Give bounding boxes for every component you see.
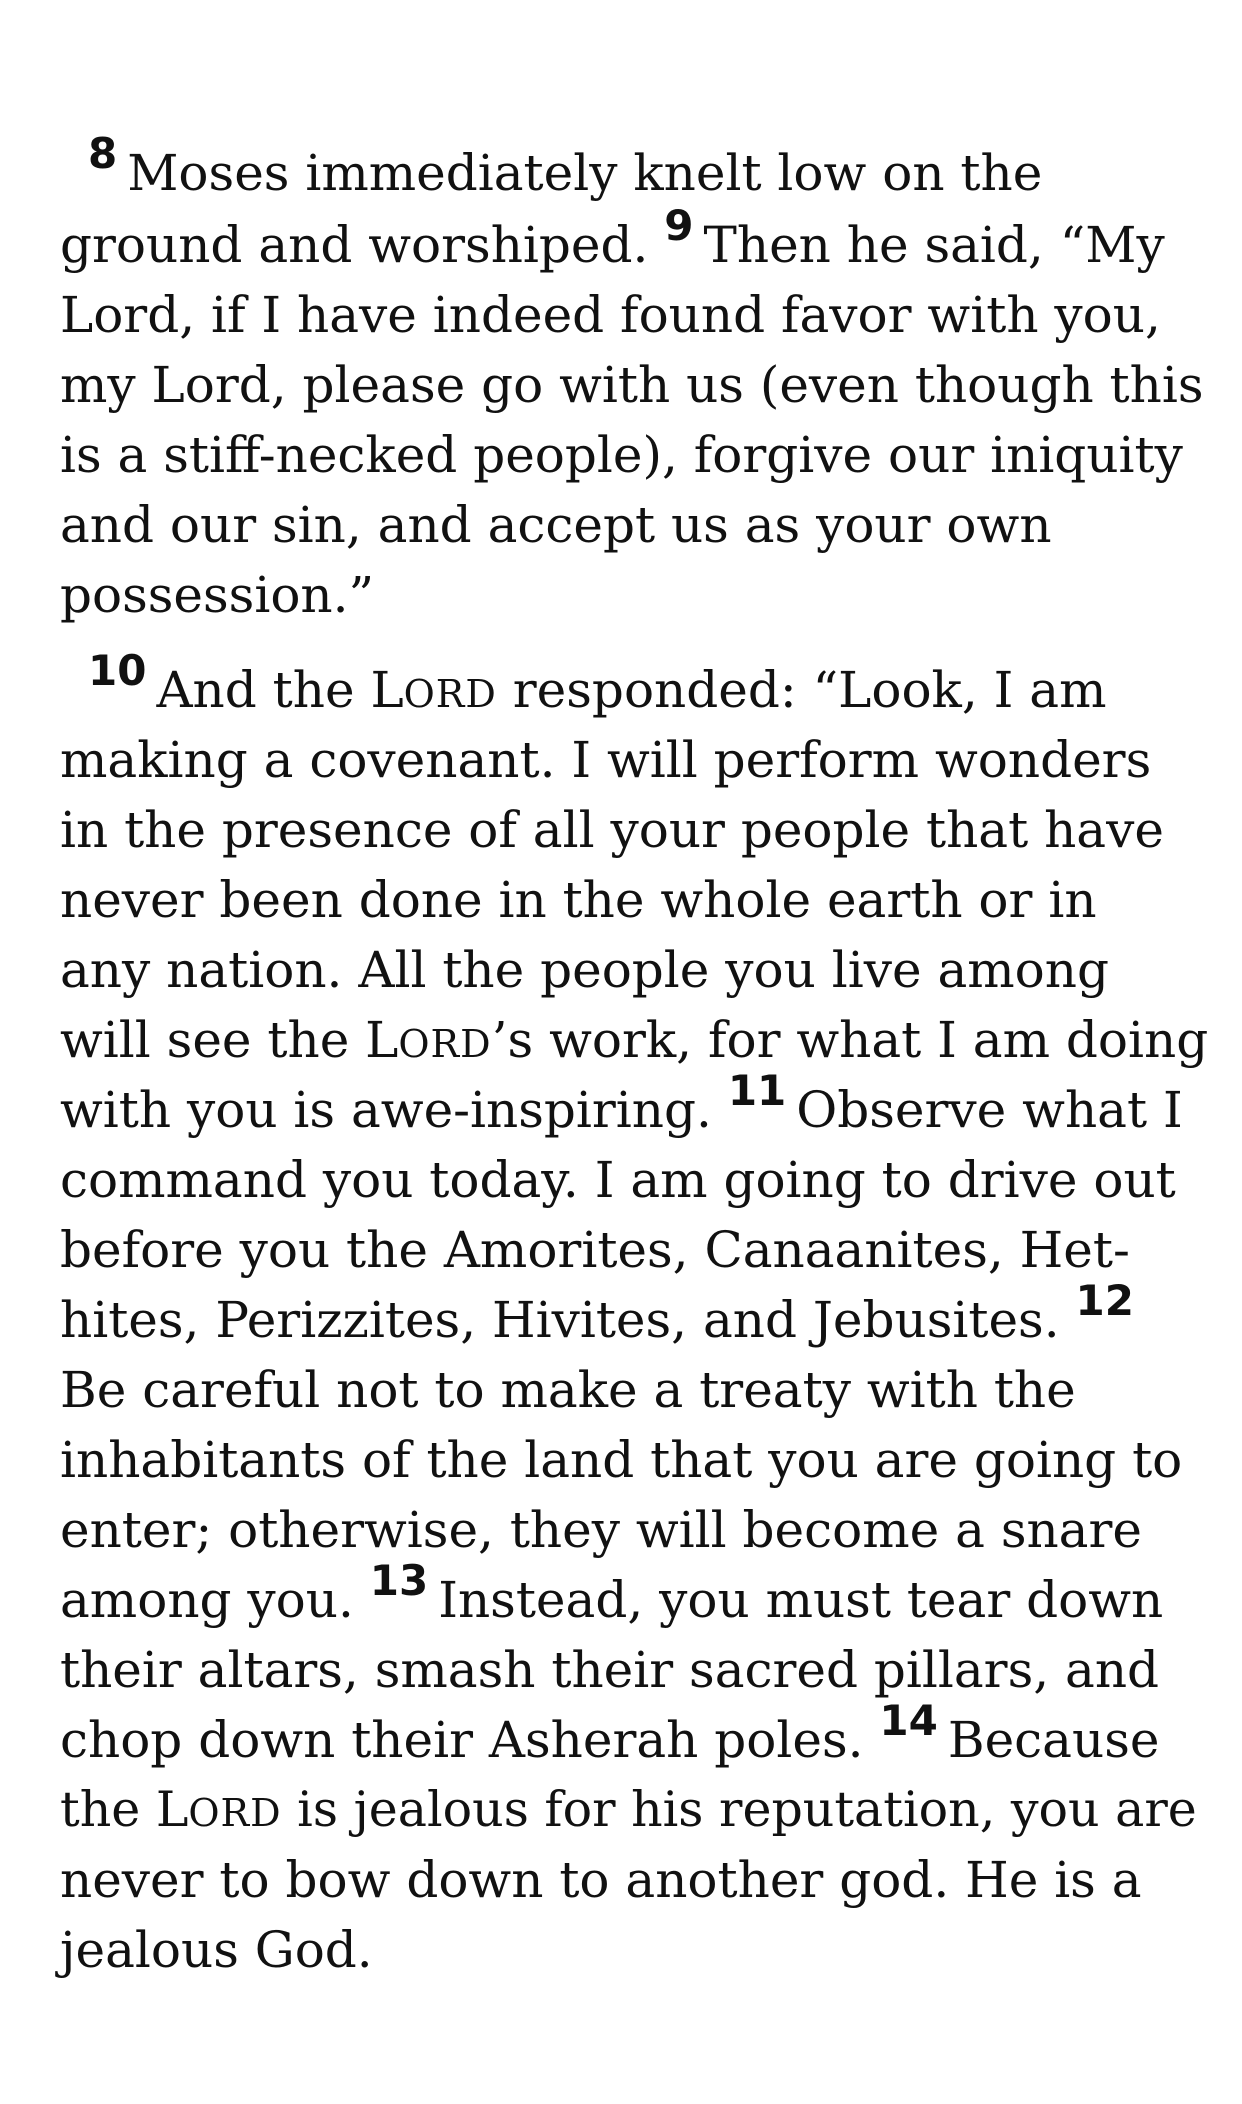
text-line: possession.” [60,566,375,624]
text-line [60,1066,1183,1145]
verse-text: Instead, you must tear down [438,1571,1164,1629]
text-line: enter; otherwise, they will become a snare [60,1501,1142,1559]
verse-number: 14 [879,1696,938,1745]
divine-name-smallcaps: ORD [403,672,497,716]
text-line: jealous God. [60,1921,373,1979]
text-line: never been done in the whole earth or in [60,871,1097,929]
text-line [60,1276,1144,1355]
verse-text: the L [60,1781,189,1838]
text-line: never to bow down to another god. He is a [60,1851,1142,1909]
verse-text: chop down their Asherah poles. [60,1711,880,1769]
verse-text: Because [947,1711,1160,1769]
verse-text: among you. [60,1571,370,1629]
text-line [60,1005,1208,1075]
verse-text: ’s work, for what I am doing [491,1011,1209,1069]
text-line: in the presence of all your people that have [60,801,1164,859]
verse-number: 10 [88,646,147,695]
verse-text: responded: “Look, I am [496,661,1107,719]
verse-number: 12 [1075,1276,1134,1325]
divine-name-smallcaps: ORD [398,1022,492,1066]
divine-name-smallcaps: ORD [188,1791,282,1835]
text-line: inhabitants of the land that you are going to [60,1431,1183,1489]
verse-text: with you is awe-inspiring. [60,1081,728,1139]
verse-text: is jealous for his reputation, you are [281,1781,1197,1838]
text-line: their altars, smash their sacred pillars, and [60,1641,1160,1699]
text-line [60,201,1165,280]
verse-number: 13 [369,1556,429,1605]
verse-text: hites, Perizzites, Hivites, and Jebusites. [60,1291,1076,1349]
verse-number: 9 [664,201,694,250]
text-line [60,1556,1164,1635]
text-line: is a stiff-necked people), forgive our iniquity [60,426,1183,484]
verse-text: will see the L [60,1011,399,1069]
text-line: my Lord, please go with us (even though this [60,356,1204,414]
verse-text: And the L [156,661,404,719]
text-line: making a covenant. I will perform wonders [60,731,1152,789]
verse-text: ground and worshiped. [60,216,665,274]
text-line: command you today. I am going to drive out [60,1151,1176,1209]
verse-text: Observe what I [796,1081,1183,1139]
text-line [60,646,1107,725]
text-line: and our sin, and accept us as your own [60,496,1052,554]
verse-text: Then he said, “My [703,216,1165,274]
text-line: Be careful not to make a treaty with the [60,1361,1076,1419]
text-line [60,1775,1197,1845]
verse-number: 8 [88,129,118,178]
text-line [60,1696,1160,1775]
text-line: any nation. All the people you live among [60,941,1109,999]
text-line: before you the Amorites, Canaanites, Het- [60,1221,1130,1279]
text-line [60,129,1043,208]
verse-number: 11 [727,1066,787,1115]
verse-text: Moses immediately knelt low on the [127,144,1043,202]
text-line: Lord, if I have indeed found favor with you, [60,286,1161,344]
